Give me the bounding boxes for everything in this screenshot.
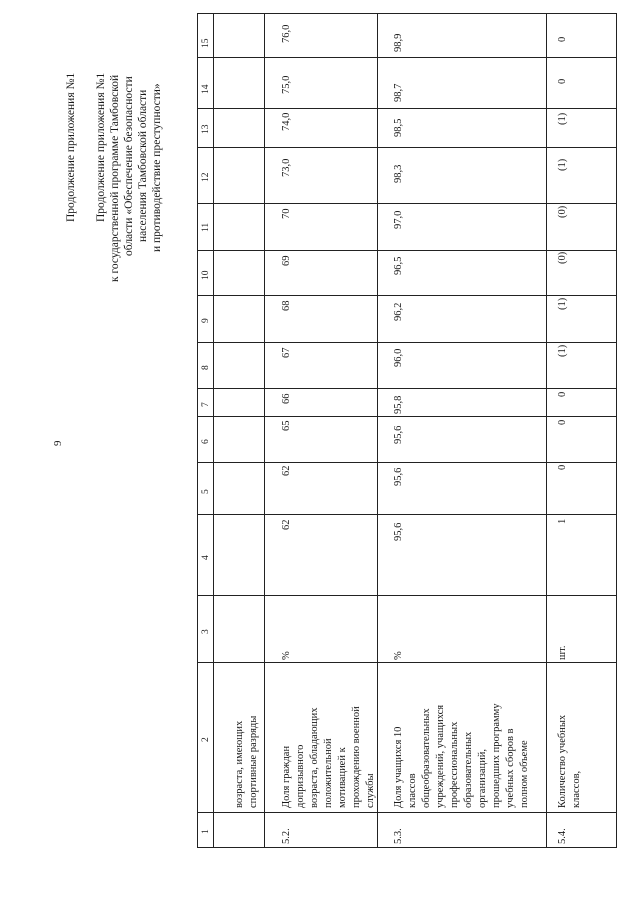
row-2-value-15: 98,9 [393,33,404,52]
row-2-value-4: 95,6 [393,522,404,541]
row-2-value-10: 96,5 [393,256,404,275]
row-2-value-14: 98,7 [393,83,404,102]
row-2-value-8: 96,0 [393,348,404,367]
row-2-value-7: 95,8 [393,395,404,414]
header-col-13: 13 [201,124,211,134]
row-3-value-6: 0 [557,419,568,425]
row-1-value-14: 75,0 [281,75,292,94]
row-1-value-10: 69 [281,255,292,266]
row-1-value-8: 67 [281,347,292,358]
row-2-name-line-7: организаций, [477,749,488,808]
header-col-4: 4 [201,555,211,560]
header-col-9: 9 [201,318,211,323]
row-3-value-13: (1) [557,112,568,125]
header-col-11: 11 [201,222,211,232]
header-col-8: 8 [201,365,211,370]
row-1-value-7: 66 [281,393,292,404]
row-3-value-4: 1 [557,518,568,524]
row-1-name-line-1: Доля граждан [281,745,292,808]
row-2-name-line-5: профессиональных [449,721,460,808]
header-col-12: 12 [201,172,211,182]
row-1-name-line-5: мотивацией к [337,747,348,808]
row-1-name-line-4: положительной [323,738,334,808]
header-col-6: 6 [201,439,211,444]
row-1-value-4: 62 [281,519,292,530]
annex-line-1: Продолжение приложения №1 [95,72,107,222]
row-2-unit: % [393,651,404,660]
header-col-2: 2 [201,737,211,742]
row-3-value-15: 0 [557,36,568,42]
row-2-name-line-1: Доля учащихся 10 [393,726,404,808]
row-1-value-15: 76,0 [281,24,292,43]
row-1-num: 5.2. [281,828,292,844]
header-col-1: 1 [201,829,211,834]
row-1-name-line-7: службы [365,773,376,808]
row-3-value-12: (1) [557,158,568,171]
row-1-value-13: 74,0 [281,112,292,131]
row-3-unit: шт. [557,645,568,660]
row-3-value-8: (1) [557,344,568,357]
row-3-value-5: 0 [557,464,568,470]
row-2-name-line-10: полном объеме [519,740,530,808]
row-2-value-13: 98,5 [393,118,404,137]
row-2-value-11: 97,0 [393,210,404,229]
row-2-num: 5.3. [393,828,404,844]
annex-line-5: и противодействие преступности» [151,83,163,252]
row-2-name-line-3: общеобразовательных [421,708,432,808]
row-3-value-9: (1) [557,297,568,310]
row-1-unit: % [281,651,292,660]
continuation-title: Продолжение приложения №1 [65,72,77,222]
header-col-3: 3 [201,629,211,634]
row-1-name-line-2: допризывного [295,744,306,808]
row-2-name-line-6: образовательных [463,731,474,808]
row-3-value-10: (0) [557,251,568,264]
row-1-value-9: 68 [281,300,292,311]
row-0-name-line-2: спортивные разряды [248,715,259,808]
row-1-value-12: 73,0 [281,158,292,177]
row-1-value-11: 70 [281,208,292,219]
row-1-name-line-3: возраста, обладающих [309,707,320,808]
row-1-value-5: 62 [281,465,292,476]
row-0-name-line-1: возраста, имеющих [234,720,245,808]
row-2-value-12: 98,3 [393,164,404,183]
row-3-value-14: 0 [557,78,568,84]
row-1-value-6: 65 [281,420,292,431]
page-number: 9 [52,440,64,446]
annex-line-4: населения Тамбовской области [137,89,149,242]
header-col-15: 15 [201,38,211,48]
row-3-name-line-1: Количество учебных [557,714,568,808]
row-3-num: 5.4. [557,828,568,844]
row-2-name-line-8: прошедших программу [491,703,502,808]
header-col-5: 5 [201,489,211,494]
header-col-7: 7 [201,402,211,407]
row-2-value-9: 96,2 [393,302,404,321]
row-2-value-6: 95,6 [393,425,404,444]
row-2-name-line-4: учреждений, учащихся [435,704,446,808]
annex-line-2: к государственной программе Тамбовской [109,74,121,282]
header-col-10: 10 [201,270,211,280]
row-3-name-line-2: классов, [571,770,582,808]
row-2-value-5: 95,6 [393,467,404,486]
row-3-value-11: (0) [557,205,568,218]
header-col-14: 14 [201,84,211,94]
row-1-name-line-6: прохождению военной [351,706,362,808]
row-3-value-7: 0 [557,391,568,397]
row-2-name-line-9: учебных сборов в [505,728,516,808]
row-2-name-line-2: классов [407,773,418,808]
annex-line-3: области «Обеспечение безопасности [123,76,135,256]
